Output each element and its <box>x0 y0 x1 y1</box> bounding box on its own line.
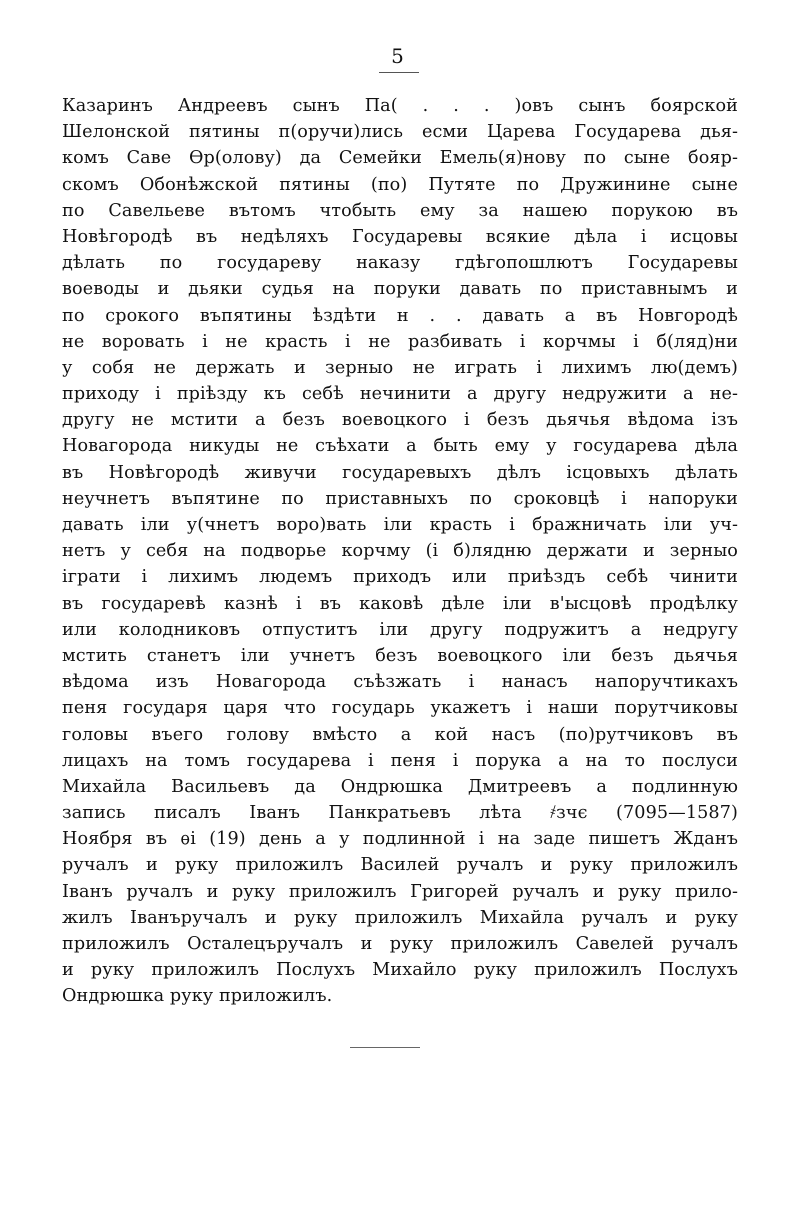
text-line: запись писалъ Іванъ Панкратьевъ лѣта ҂зчє (7095—1587) <box>62 803 738 824</box>
text-line: дѣлать по государеву наказу гдѣгопошлютъ Государевы <box>62 253 738 274</box>
page-number: 5 <box>391 44 404 68</box>
text-line: лицахъ на томъ государева і пеня і порука а на то послуси <box>62 750 738 771</box>
text-line: въ Новѣгородѣ живучи государевыхъ дѣлъ ісцовыхъ дѣлать <box>62 462 738 483</box>
text-line: Михайла Васильевъ да Ондрюшка Дмитреевъ а подлинную <box>62 776 738 797</box>
text-line: іграти і лихимъ людемъ приходъ или приѣздъ себѣ чинити <box>62 567 738 588</box>
text-line: приложилъ Осталецъручалъ и руку приложилъ Савелей ручалъ <box>62 934 738 954</box>
text-line: у собя не держать и зерныо не играть і лихимъ лю(демъ) <box>62 357 738 378</box>
text-line: по Савельеве вътомъ чтобыть ему за нашею порукою въ <box>62 200 738 221</box>
text-line: жилъ Іванъручалъ и руку приложилъ Михайла ручалъ и руку <box>62 907 738 928</box>
text-line: вѣдома изъ Новагорода съѣзжать і нанасъ напоручтикахъ <box>62 672 738 693</box>
text-line: Казаринъ Андреевъ сынъ Па( . . . )овъ сынъ боярской <box>62 96 738 116</box>
text-line: скомъ Обонѣжской пятины (по) Путяте по Дружинине сыне <box>62 174 738 195</box>
text-line: ручалъ и руку приложилъ Василей ручалъ и руку приложилъ <box>62 855 738 876</box>
text-line: и руку приложилъ Послухъ Михайло руку приложилъ Послухъ <box>62 960 738 981</box>
text-line: Іванъ ручалъ и руку приложилъ Григорей ручалъ и руку прило- <box>62 881 738 902</box>
text-line: Новѣгородѣ въ недѣляхъ Государевы всякие дѣла і исцовы <box>62 226 738 247</box>
text-line: головы въего голову вмѣсто а кой насъ (по)рутчиковъ въ <box>62 724 738 745</box>
text-line: Новагорода никуды не съѣхати а быть ему у государева дѣла <box>62 436 738 457</box>
text-line: или колодниковъ отпуститъ іли другу подружитъ а недругу <box>62 619 738 640</box>
page-number-rule <box>379 72 419 73</box>
text-line: мстить станетъ іли учнетъ безъ воевоцкого іли безъ дьячья <box>62 645 738 666</box>
closing-rule <box>350 1047 420 1048</box>
text-line: Ноября въ ѳі (19) день а у подлинной і на заде пишетъ Жданъ <box>62 829 738 850</box>
text-line: комъ Саве Ѳр(олову) да Семейки Емель(я)нову по сыне бояр- <box>62 148 738 169</box>
text-line: приходу і пріѣзду къ себѣ нечинити а другу недружити а не- <box>62 384 738 405</box>
text-line: воеводы и дьяки судья на поруки давать по приставнымъ и <box>62 279 738 300</box>
text-line: по срокого въпятины ѣздѣти н . . давать а въ Новгородѣ <box>62 305 738 326</box>
text-line: другу не мстити а безъ воевоцкого і безъ дьячья вѣдома ізъ <box>62 410 738 431</box>
text-line: нетъ у себя на подворье корчму (і б)лядню держати и зерныо <box>62 541 738 562</box>
text-line: Ондрюшка руку приложилъ. <box>62 986 333 1007</box>
text-line: давать іли у(чнетъ воро)вать іли красть і бражничать іли уч- <box>62 515 738 535</box>
text-line: Шелонской пятины п(оручи)лись есми Царева Государева дья- <box>62 122 738 143</box>
text-line: пеня государя царя что государь укажетъ і наши порутчиковы <box>62 698 738 719</box>
text-line: не воровать і не красть і не разбивать і корчмы і б(ляд)ни <box>62 331 738 352</box>
document-body <box>62 93 738 1010</box>
text-line: въ государевѣ казнѣ і въ каковѣ дѣле іли в'ысцовѣ продѣлку <box>62 593 738 614</box>
text-line: неучнетъ въпятине по приставныхъ по сроковцѣ і напоруки <box>62 488 738 509</box>
